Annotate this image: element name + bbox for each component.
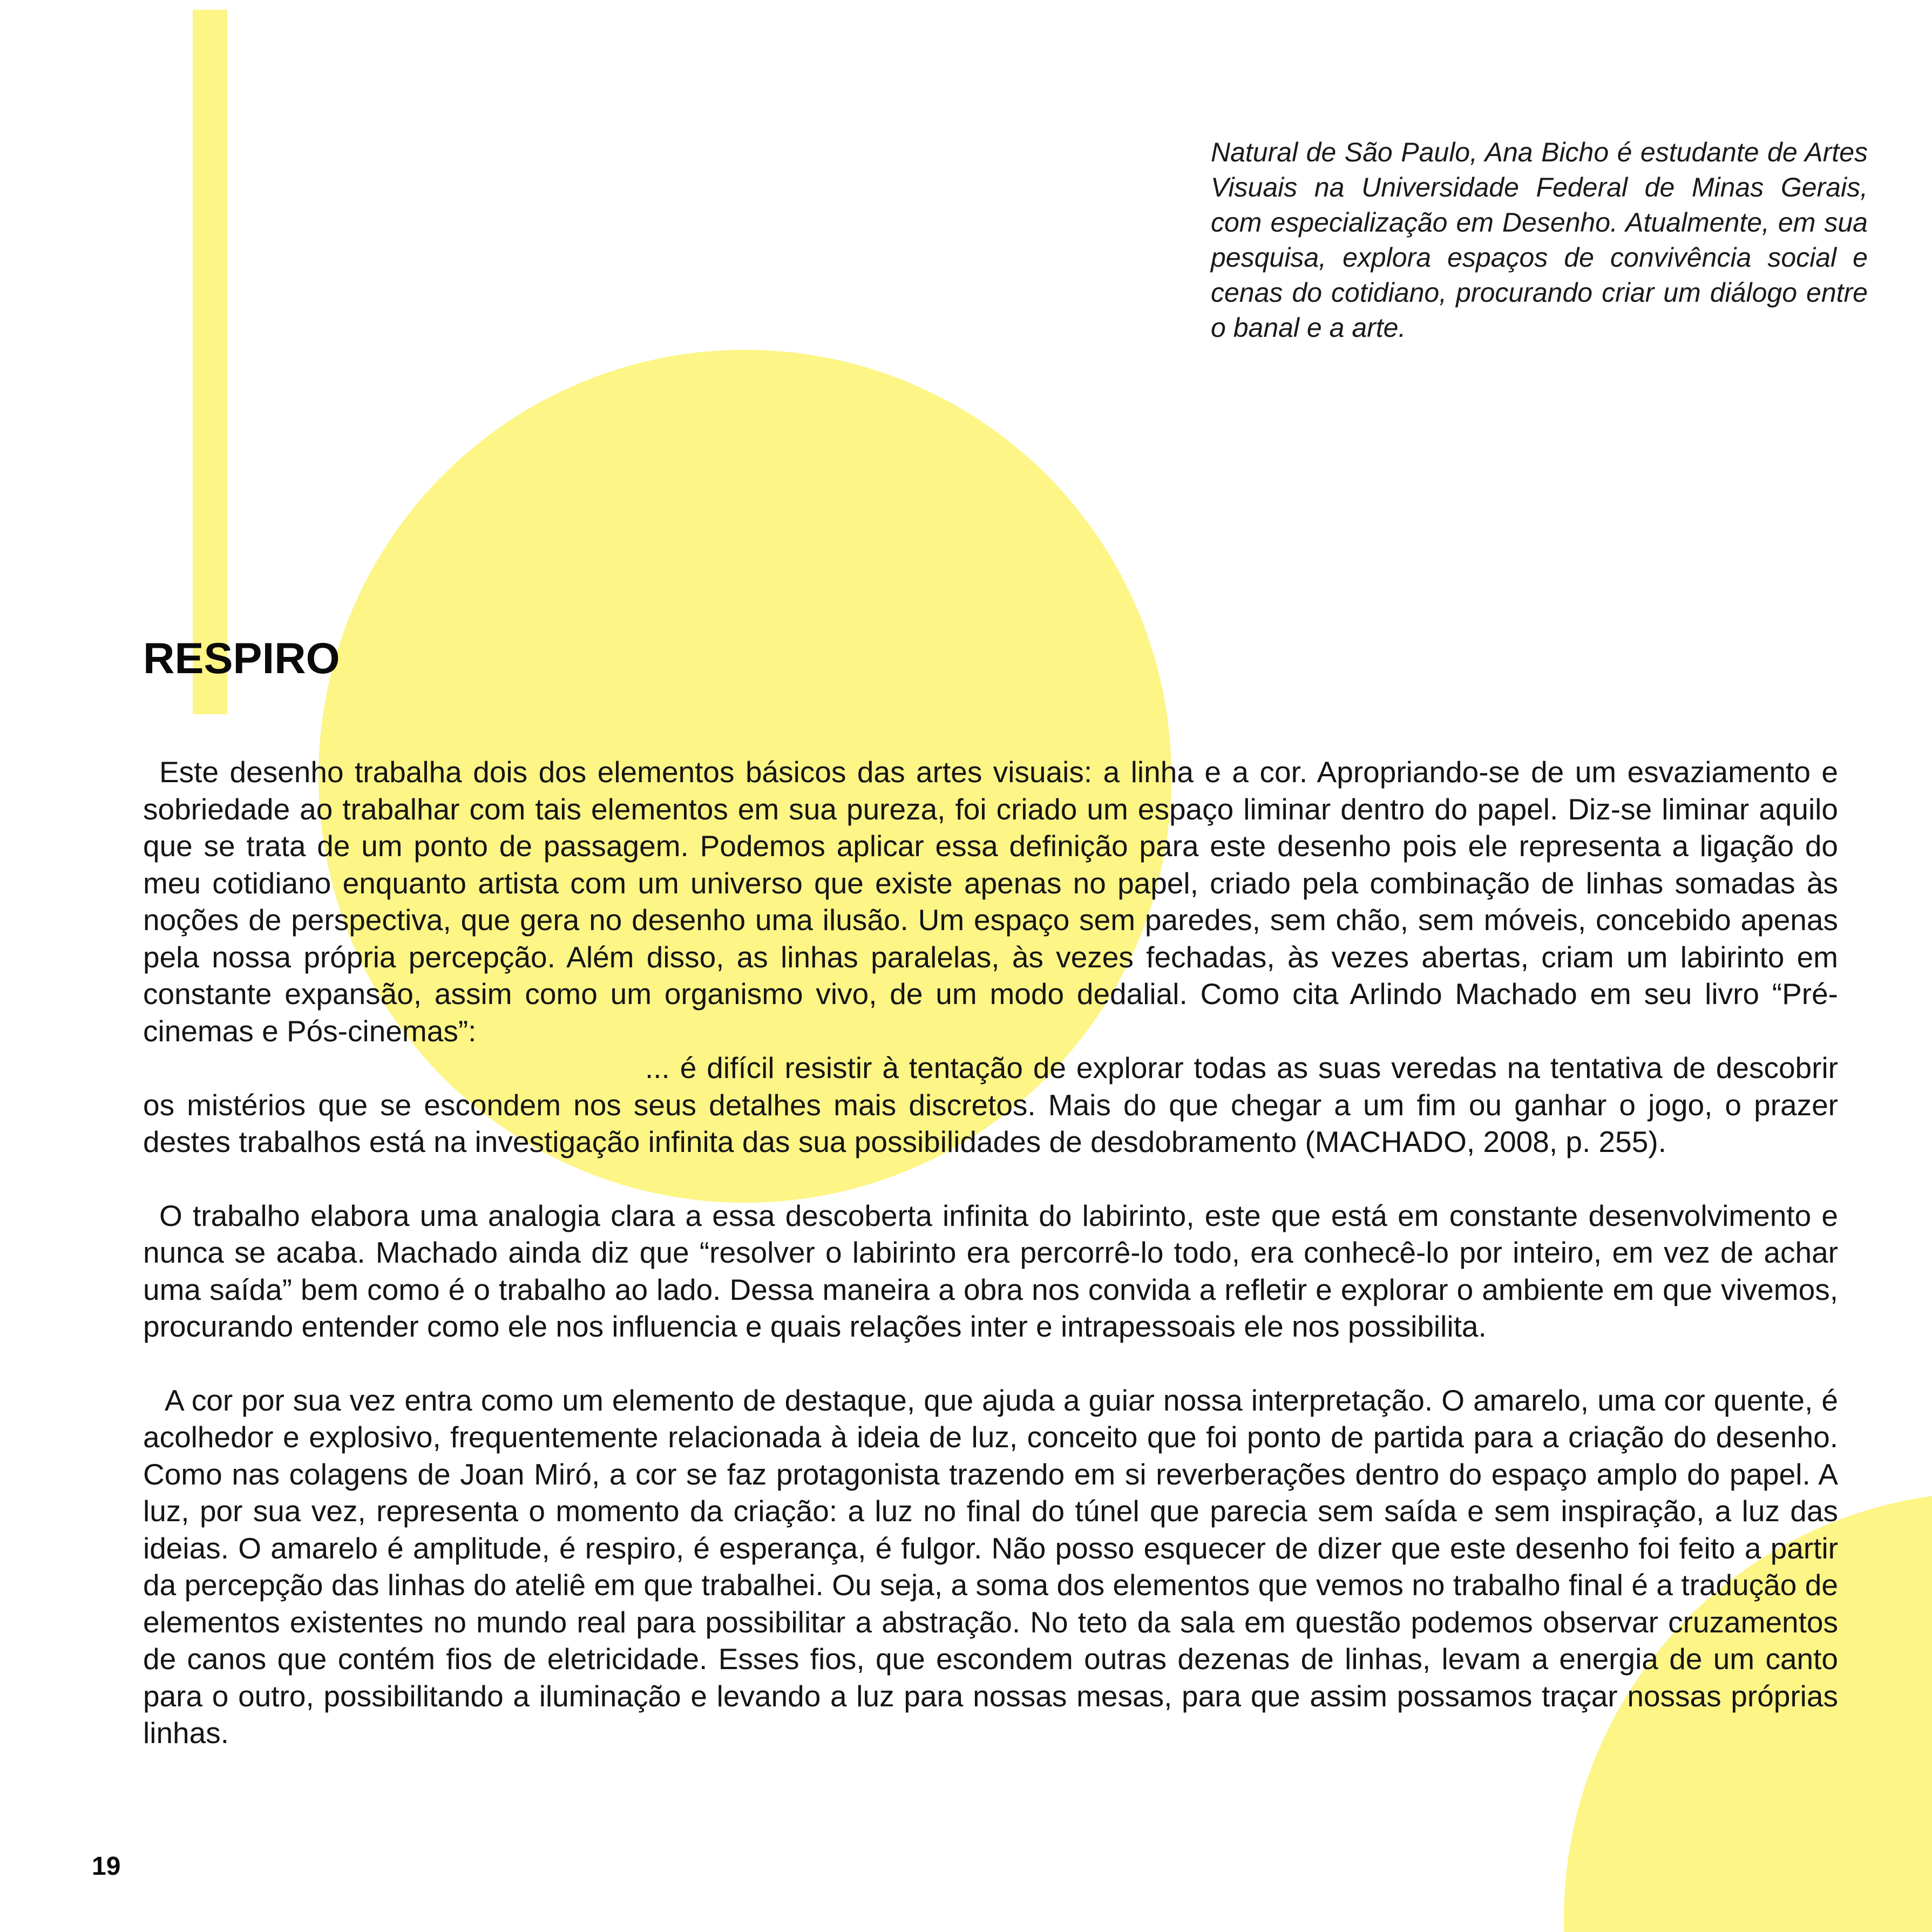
- article-body: [143, 754, 1838, 1752]
- article-title: RESPIRO: [143, 634, 340, 683]
- decorative-yellow-bar: [193, 10, 227, 714]
- page-number: 19: [92, 1852, 121, 1881]
- author-bio: Natural de São Paulo, Ana Bicho é estudante de Artes Visuais na Universidade Federal de Minas Gerais, com especialização em Desenho. Atualmente, em sua pesquisa, explora espaços de convivência social e cenas do cotidiano, procurando criar um diálogo entre o banal e a arte.: [1211, 137, 1868, 343]
- paragraph-color: A cor por sua vez entra como um elemento de destaque, que ajuda a guiar nossa interpretação. O amarelo, uma cor quente, é acolhedor e explosivo, frequentemente relacionada à ideia de luz, conceito que foi ponto de partida para a criação do desenho. Como nas colagens de Joan Miró, a cor se faz protagonista trazendo em si reverberações dentro do espaço amplo do papel. A luz, por sua vez, representa o momento da criação: a luz no final do túnel que parecia sem saída e sem inspiração, a luz das ideias. O amarelo é amplitude, é respiro, é esperança, é fulgor. Não posso esquecer de dizer que este desenho foi feito a partir da percepção das linhas do ateliê em que trabalhei. Ou seja, a soma dos elementos que vemos no trabalho final é a tradução de elementos existentes no mundo real para possibilitar a abstração. No teto da sala em questão podemos observar cruzamentos de canos que contém fios de eletricidade. Esses fios, que escondem outras dezenas de linhas, levam a energia de um canto para o outro, possibilitando a iluminação e levando a luz para nossas mesas, para que assim possamos traçar nossas próprias linhas.: [143, 1383, 1838, 1750]
- block-quote: ... é difícil resistir à tentação de explorar todas as suas veredas na tentativa de descobrir os mistérios que se escondem nos seus detalhes mais discretos. Mais do que chegar a um fim ou ganhar o jogo, o prazer destes trabalhos está na investigação infinita das sua possibilidades de desdobramento (MACHADO, 2008, p. 255).: [143, 1051, 1838, 1158]
- paragraph-intro: Este desenho trabalha dois dos elementos básicos das artes visuais: a linha e a cor. Apropriando-se de um esvaziamento e sobriedade ao trabalhar com tais elementos em sua pureza, foi criado um espaço liminar dentro do papel. Diz-se liminar aquilo que se trata de um ponto de passagem. Podemos aplicar essa definição para este desenho pois ele representa a ligação do meu cotidiano enquanto artista com um universo que existe apenas no papel, criado pela combinação de linhas somadas às noções de perspectiva, que gera no desenho uma ilusão. Um espaço sem paredes, sem chão, sem móveis, concebido apenas pela nossa própria percepção. Além disso, as linhas paralelas, às vezes fechadas, às vezes abertas, criam um labirinto em constante expansão, assim como um organismo vivo, de um modo dedalial. Como cita Arlindo Machado em seu livro “Pré-cinemas e Pós-cinemas”:: [143, 755, 1838, 1048]
- paragraph-labyrinth: O trabalho elabora uma analogia clara a essa descoberta infinita do labirinto, este que está em constante desenvolvimento e nunca se acaba. Machado ainda diz que “resolver o labirinto era percorrê-lo todo, era conhecê-lo por inteiro, em vez de achar uma saída” bem como é o trabalho ao lado. Dessa maneira a obra nos convida a refletir e explorar o ambiente em que vivemos, procurando entender como ele nos influencia e quais relações inter e intrapessoais ele nos possibilita.: [143, 1198, 1838, 1343]
